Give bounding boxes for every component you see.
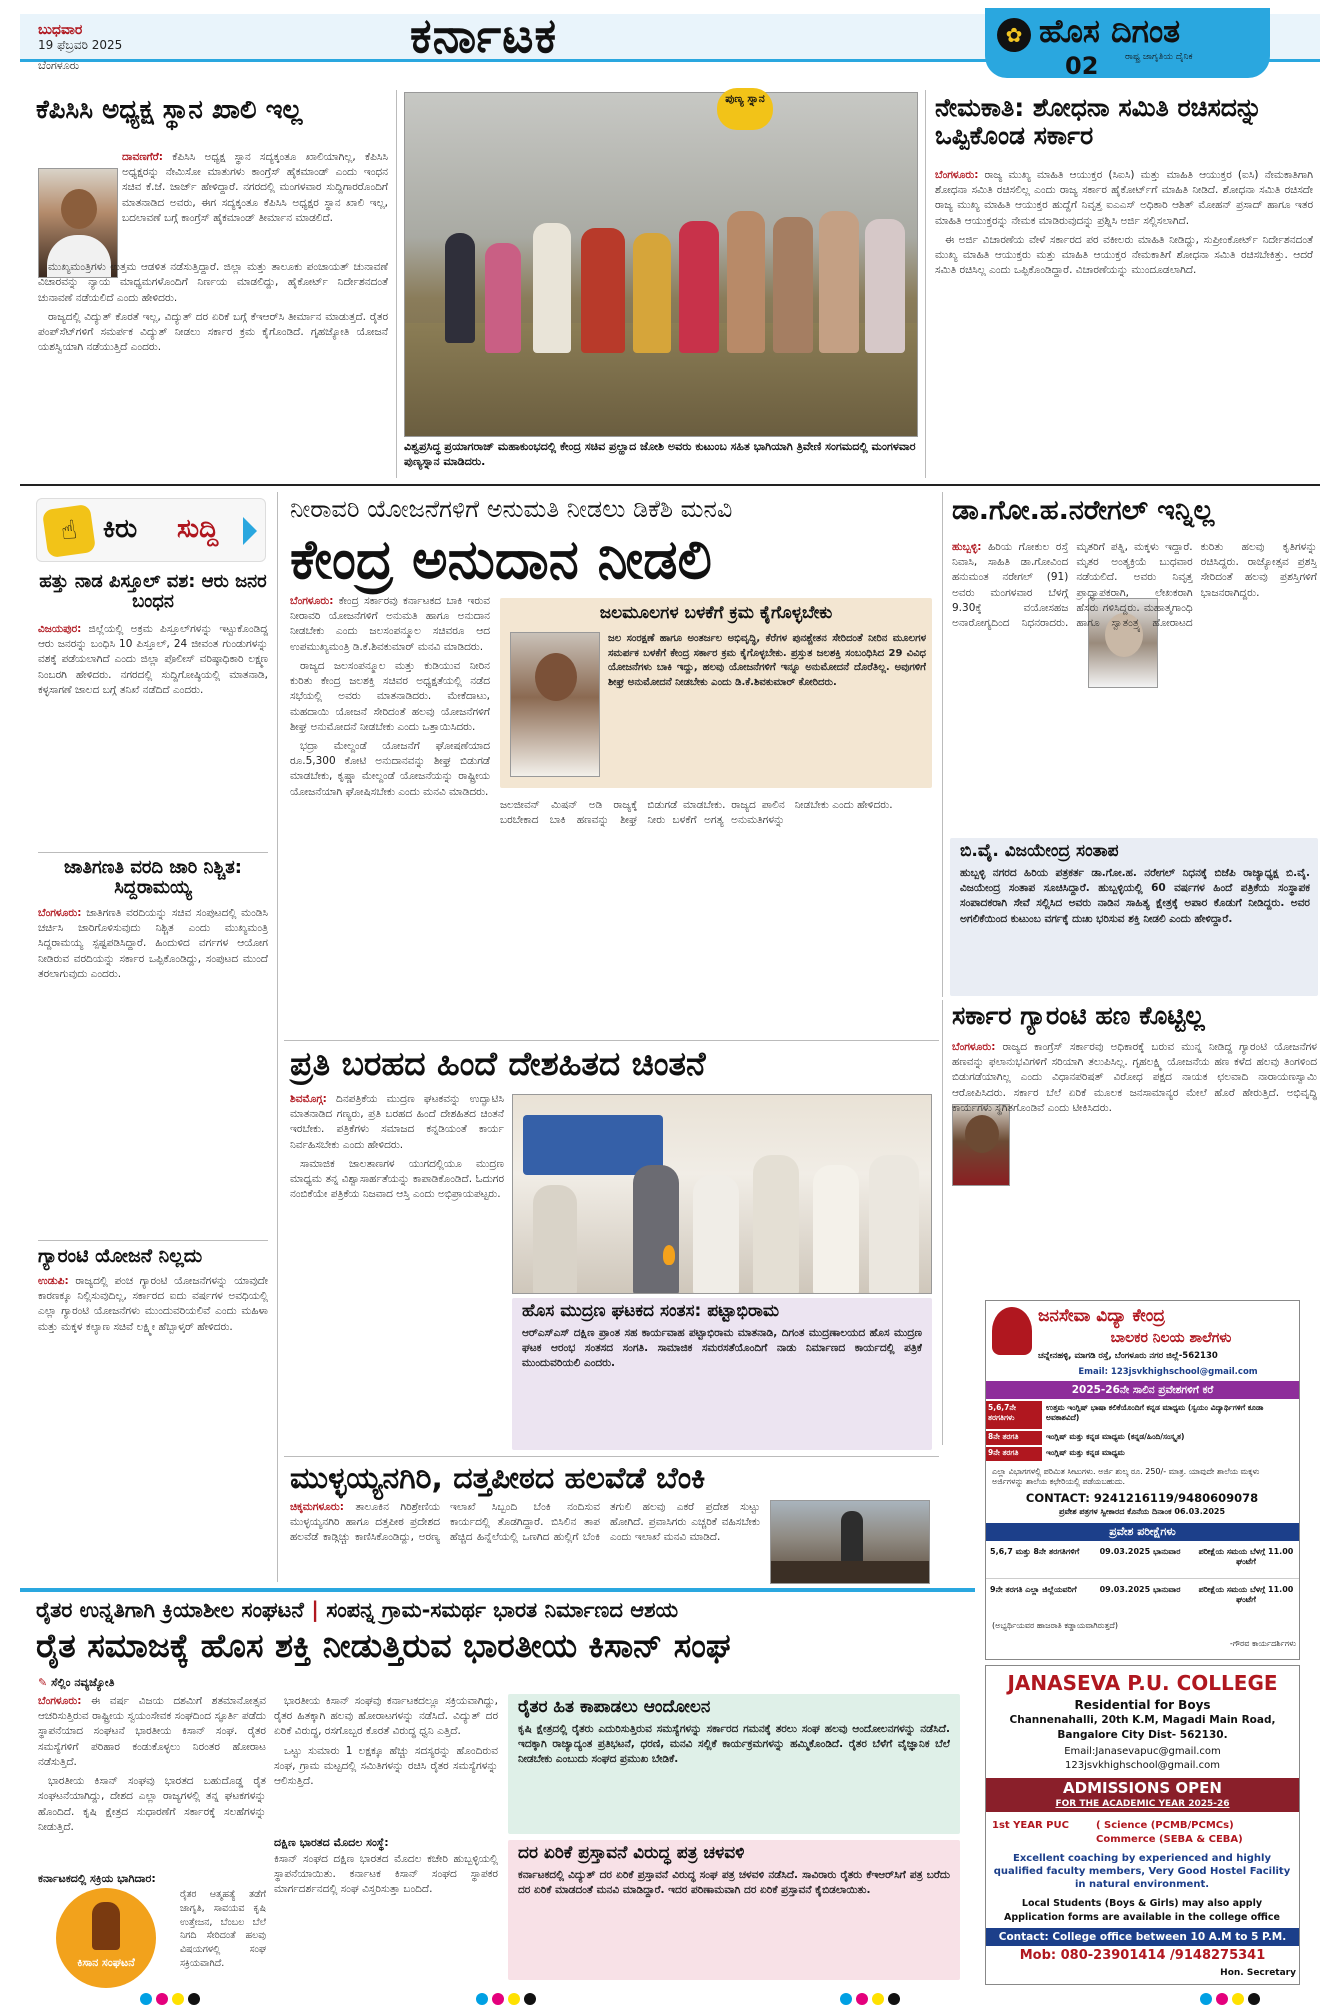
fire-headline: ಮುಳ್ಳಯ್ಯನಗಿರಿ, ದತ್ತಪೀಠದ ಹಲವೆಡೆ ಬೆಂಕಿ — [290, 1461, 706, 1496]
kpcc-dateline: ದಾವಣಗೆರೆ: — [122, 151, 163, 163]
kisan-box-2-headline: ದರ ಏರಿಕೆ ಪ್ರಸ್ತಾವನೆ ವಿರುದ್ಧ ಪತ್ರ ಚಳವಳಿ — [518, 1843, 745, 1863]
school-ad-deadline: ಪ್ರವೇಶ ಪತ್ರಗಳ ಸ್ವೀಕಾರದ ಕೊನೆಯ ದಿನಾಂಕ 06.03.2025 — [1058, 1507, 1226, 1516]
registration-mark — [840, 1993, 852, 2005]
guarantee-dateline: ಬೆಂಗಳೂರು: — [952, 1041, 996, 1053]
kisan-body-col2b: ಕಿಸಾನ್ ಸಂಘದ ದಕ್ಷಿಣ ಭಾರತದ ಮೊದಲ ಕಚೇರಿ ಹುಬ್ಬಳ್ಳಿಯಲ್ಲಿ ಸ್ಥಾಪನೆಯಾಯಿತು. ಕರ್ನಾಟಕ ಕಿಸಾನ್ ಸಂಘದ ಸ್ಥಾಪಕರ ಮಾರ್ಗದರ್ಶನದಲ್ಲಿ ಸಂಘ ವಿಸ್ತರಿಸುತ್ತಾ ಬಂದಿದೆ. — [274, 1853, 498, 1896]
kisan-box-1-body: ಕೃಷಿ ಕ್ಷೇತ್ರದಲ್ಲಿ ರೈತರು ಎದುರಿಸುತ್ತಿರುವ ಸಮಸ್ಯೆಗಳನ್ನು ಸರ್ಕಾರದ ಗಮನಕ್ಕೆ ತರಲು ಸಂಘ ಹಲವು ಆಂದೋಲನಗಳನ್ನು ನಡೆಸಿದೆ. ಇದಕ್ಕಾಗಿ ರಾಜ್ಯಾದ್ಯಂತ ಪ್ರತಿಭಟನೆ, ಧರಣಿ, ಮನವಿ ಸಲ್ಲಿಕೆ ಕಾರ್ಯಕ್ರಮಗಳನ್ನು ಹಮ್ಮಿಕೊಂಡಿದೆ. ರೈತರ ಬೆಳೆಗೆ ವೈಜ್ಞಾನಿಕ ಬೆಲೆ ನೀಡಬೇಕು ಎಂಬುದು ಸಂಘದ ಪ್ರಮುಖ ಬೇಡಿಕೆ. — [518, 1723, 950, 1766]
college-ad-title: JANASEVA P.U. COLLEGE — [1007, 1671, 1278, 1695]
person-icon — [535, 653, 577, 701]
school-ad-subtitle: ಬಾಲಕರ ನಿಲಯ ಶಾಲೆಗಳು — [1110, 1330, 1232, 1346]
college-ad-sign: Hon. Secretary — [1220, 1968, 1296, 1978]
kisan-box-2-body: ಕರ್ನಾಟಕದಲ್ಲಿ ವಿದ್ಯುತ್ ದರ ಏರಿಕೆ ಪ್ರಸ್ತಾವನೆ ವಿರುದ್ಧ ಸಂಘ ಪತ್ರ ಚಳವಳಿ ನಡೆಸಿದೆ. ಸಾವಿರಾರು ರೈತರು ಕೆಇಆರ್‌ಸಿಗೆ ಪತ್ರ ಬರೆದು ದರ ಏರಿಕೆ ಮಾಡದಂತೆ ಮನವಿ ಮಾಡಿದ್ದಾರೆ. ಇದರ ಪರಿಣಾಮವಾಗಿ ದರ ಏರಿಕೆ ಪ್ರಸ್ತಾವನೆ ಕೈಬಿಡಲಾಯಿತು. — [518, 1869, 950, 1897]
school-ad-email: Email: 123jsvkhighschool@gmail.com — [1078, 1367, 1258, 1377]
naregal-body: ಹುಬ್ಬಳ್ಳಿ: ಹಿರಿಯ ಗೋಕುಲ ರಸ್ತೆ ನಿವಾಸಿ, ಸಾಹಿತಿ ಡಾ.ಗೋವಿಂದ ಹನುಮಂತ ನರೇಗಲ್ (91) ಅವರು ಮಂಗಳವಾರ ಬೆಳಗ್ಗೆ 9.30ಕ್ಕೆ ವಯೋಸಹಜ ಅನಾರೋಗ್ಯದಿಂದ ನಿಧನರಾದರು. ಮೃತರಿಗೆ ಪತ್ನಿ, ಮಕ್ಕಳು ಇದ್ದಾರೆ. ಮೃತರ ಅಂತ್ಯಕ್ರಿಯೆ ಬುಧವಾರ ನಡೆಯಲಿದೆ. ಅವರು ನಿವೃತ್ತ ಪ್ರಾಧ್ಯಾಪಕರಾಗಿ, ಲೇಖಕರಾಗಿ ಹೆಸರು ಗಳಿಸಿದ್ದರು. ಮಹಾತ್ಮಗಾಂಧಿ ಹಾಗೂ ಸ್ವಾತಂತ್ರ್ಯ ಹೋರಾಟದ ಕುರಿತು ಹಲವು ಕೃತಿಗಳನ್ನು ರಚಿಸಿದ್ದರು. ರಾಜ್ಯೋತ್ಸವ ಪ್ರಶಸ್ತಿ ಸೇರಿದಂತೆ ಹಲವು ಪ್ರಶಸ್ತಿಗಳಿಗೆ ಭಾಜನರಾಗಿದ್ದರು. — [952, 541, 1317, 630]
press-inset-headline: ಹೊಸ ಮುದ್ರಣ ಘಟಕದ ಸಂತಸ: ಪಟ್ಟಾಭಿರಾಮ — [522, 1301, 780, 1321]
kpcc-para-2: ಮುಖ್ಯಮಂತ್ರಿಗಳು ಉತ್ತಮ ಆಡಳಿತ ನಡೆಸುತ್ತಿದ್ದಾರೆ. ಜಿಲ್ಲಾ ಮತ್ತು ತಾಲೂಕು ಪಂಚಾಯತ್ ಚುನಾವಣೆ ವಿಚಾರವನ್ನು ನ್ಯಾಯ ಮಾಧ್ಯಮಗಳೊಂದಿಗೆ ನಿರ್ಣಯ ಮಾಡಲಿದ್ದು, ಹೈಕೋರ್ಟ್ ನಿರ್ದೇಶನದಂತೆ ಚುನಾವಣೆ ನಡೆಯಲಿದೆ ಎಂದು ಹೇಳಿದರು. — [38, 261, 388, 304]
vijayendra-body: ಹುಬ್ಬಳ್ಳಿ ನಗರದ ಹಿರಿಯ ಪತ್ರಕರ್ತ ಡಾ.ಗೋ.ಹ. ನರೇಗಲ್ ನಿಧನಕ್ಕೆ ಬಿಜೆಪಿ ರಾಜ್ಯಾಧ್ಯಕ್ಷ ಬಿ.ವೈ. ವಿಜಯೇಂದ್ರ ಸಂತಾಪ ಸೂಚಿಸಿದ್ದಾರೆ. ಹುಬ್ಬಳ್ಳಿಯಲ್ಲಿ 60 ವರ್ಷಗಳ ಹಿಂದೆ ಪತ್ರಿಕೆಯ ಸಂಸ್ಥಾಪಕ ಸಂಪಾದಕರಾಗಿ ಸೇವೆ ಸಲ್ಲಿಸಿದ ಅವರು ನಾಡಿನ ಸಾಹಿತ್ಯ ಕ್ಷೇತ್ರಕ್ಕೆ ಅಪಾರ ಕೊಡುಗೆ ನೀಡಿದ್ದರು. ಅವರ ಅಗಲಿಕೆಯಿಂದ ಕುಟುಂಬ ವರ್ಗಕ್ಕೆ ದುಃಖ ಭರಿಸುವ ಶಕ್ತಿ ನೀಡಲಿ ಎಂದು ಹೇಳಿದ್ದಾರೆ. — [960, 867, 1310, 925]
nemakati-para-2: ಈ ಅರ್ಜಿ ವಿಚಾರಣೆಯ ವೇಳೆ ಸರ್ಕಾರದ ಪರ ವಕೀಲರು ಮಾಹಿತಿ ನೀಡಿದ್ದು, ಸುಪ್ರೀಂಕೋರ್ಟ್ ನಿರ್ದೇಶನದಂತೆ ಮುಖ್ಯ ಮಾಹಿತಿ ಆಯುಕ್ತರು ಮತ್ತು ಮಾಹಿತಿ ಆಯುಕ್ತರ ನೇಮಕಾತಿಗೆ ಶೋಧನಾ ಸಮಿತಿ ರಚಿಸಬೇಕಿತ್ತು. ಆದರೆ ಸಮಿತಿ ರಚಿಸಿಲ್ಲ ಎಂದು ಒಪ್ಪಿಕೊಂಡಿದ್ದಾರೆ. ವಿಚಾರಣೆಯನ್ನು ಮುಂದೂಡಲಾಗಿದೆ. — [935, 233, 1313, 277]
paper-logo — [985, 8, 1270, 78]
kisan-kicker-a: ರೈತರ ಉನ್ನತಿಗಾಗಿ ಕ್ರಿಯಾಶೀಲ ಸಂಘಟನೆ — [36, 1598, 304, 1622]
kiru-suddi-label-a: ಕಿರು — [103, 514, 138, 544]
college-ad-course-1: ( Science (PCMB/PCMCs) — [1096, 1820, 1234, 1831]
registration-mark — [172, 1993, 184, 2005]
byline-pen-icon: ✎ — [38, 1676, 48, 1689]
kiru-item-2-headline: ಜಾತಿಗಣತಿ ವರದಿ ಜಾರಿ ನಿಶ್ಚಿತ: ಸಿದ್ದರಾಮಯ್ಯ — [64, 857, 242, 898]
school-ad-row-1: 5,6,7ನೇ ತರಗತಿಗಳು ಉತ್ತಮ ಇಂಗ್ಲಿಷ್ ಭಾಷಾ ಕಲಿಕೆಯೊಂದಿಗೆ ಕನ್ನಡ ಮಾಧ್ಯಮ (ಸ್ವಯಂ ವಿದ್ಯಾರ್ಥಿಗಳಿಗೆ ಕೂಡಾ ಅವಕಾಶವಿದೆ) — [986, 1401, 1299, 1429]
kpcc-headline: ಕೆಪಿಸಿಸಿ ಅಧ್ಯಕ್ಷ ಸ್ಥಾನ ಖಾಲಿ ಇಲ್ಲ — [36, 95, 303, 125]
masthead-day: ಬುಧವಾರ — [38, 22, 83, 38]
school-ad-contact: CONTACT: 9241216119/9480609078 — [1025, 1491, 1259, 1505]
irrigation-dateline: ಬೆಂಗಳೂರು: — [290, 595, 334, 607]
holy-dip-badge: ಪುಣ್ಯ ಸ್ನಾನ — [717, 88, 773, 130]
school-ad-note: ಎಲ್ಲಾ ವಿಭಾಗಗಳಲ್ಲಿ ಪರಿಮಿತ ಸೀಟುಗಳು. ಅರ್ಜಿ ಶುಲ್ಕ ರೂ. 250/- ಮಾತ್ರ. ಯಾವುದೇ ಶಾಲೆಯ ಮಕ್ಕಳು ಅರ್ಜಿಗಳನ್ನು ಶಾಲೆಯ ಕಛೇರಿಯಲ್ಲಿ ಪಡೆಯಬಹುದು. — [992, 1467, 1260, 1487]
kpcc-body — [38, 150, 388, 480]
kisan-logo-text: ಕಿಸಾನ ಸಂಘಟನೆ — [77, 1956, 135, 1969]
school-ad-sign: -ಗೌರವ ಕಾರ್ಯದರ್ಶಿಗಳು — [1229, 1639, 1296, 1648]
kpcc-para-3: ರಾಜ್ಯದಲ್ಲಿ ವಿದ್ಯುತ್ ಕೊರತೆ ಇಲ್ಲ, ವಿದ್ಯುತ್ ದರ ಏರಿಕೆ ಬಗ್ಗೆ ಕೆಇಆರ್‌ಸಿ ತೀರ್ಮಾನ ಮಾಡುತ್ತದೆ. ರೈತರ ಪಂಪ್‌ಸೆಟ್‌ಗಳಿಗೆ ಸಮರ್ಪಕ ವಿದ್ಯುತ್ ನೀಡಲು ಸರ್ಕಾರ ಕ್ರಮ ಕೈಗೊಂಡಿದೆ. ಗೃಹಜ್ಯೋತಿ ಯೋಜನೆ ಯಶಸ್ವಿಯಾಗಿ ನಡೆಯುತ್ತಿದೆ ಎಂದರು. — [38, 310, 388, 354]
kisan-box-1-headline: ರೈತರ ಹಿತ ಕಾಪಾಡಲು ಆಂದೋಲನ — [518, 1697, 711, 1717]
naregal-headline: ಡಾ.ಗೋ.ಹ.ನರೇಗಲ್ ಇನ್ನಿಲ್ಲ — [952, 495, 1215, 526]
kisan-dateline: ಬೆಂಗಳೂರು: — [38, 1695, 82, 1707]
kiru-item-1-body: ವಿಜಯಪುರ: ಜಿಲ್ಲೆಯಲ್ಲಿ ಅಕ್ರಮ ಪಿಸ್ತೂಲ್‌ಗಳನ್ನು ಇಟ್ಟುಕೊಂಡಿದ್ದ ಆರು ಜನರನ್ನು ಬಂಧಿಸಿ 10 ಪಿಸ್ತೂಲ್, 24 ಜೀವಂತ ಗುಂಡುಗಳನ್ನು ವಶಕ್ಕೆ ಪಡೆಯಲಾಗಿದೆ ಎಂದು ಜಿಲ್ಲಾ ಪೊಲೀಸ್ ವರಿಷ್ಠಾಧಿಕಾರಿ ಲಕ್ಷ್ಮಣ ನಿಂಬರಗಿ ಹೇಳಿದರು. ನಗರದಲ್ಲಿ ಸುದ್ದಿಗೋಷ್ಠಿಯಲ್ಲಿ ಮಾತನಾಡಿ, ಕಳ್ಳಸಾಗಣೆ ಜಾಲದ ಬಗ್ಗೆ ತನಿಖೆ ನಡೆದಿದೆ ಎಂದರು. — [38, 623, 268, 696]
kiru-item-2-body: ಬೆಂಗಳೂರು: ಜಾತಿಗಣತಿ ವರದಿಯನ್ನು ಸಚಿವ ಸಂಪುಟದಲ್ಲಿ ಮಂಡಿಸಿ ಚರ್ಚಿಸಿ ಜಾರಿಗೊಳಿಸುವುದು ನಿಶ್ಚಿತ ಎಂದು ಮುಖ್ಯಮಂತ್ರಿ ಸಿದ್ದರಾಮಯ್ಯ ಸ್ಪಷ್ಟಪಡಿಸಿದ್ದಾರೆ. ಹಿಂದುಳಿದ ವರ್ಗಗಳ ಆಯೋಗ ನೀಡಿರುವ ವರದಿಯನ್ನು ಸರ್ಕಾರ ಒಪ್ಪಿಕೊಂಡಿದ್ದು, ಸಂಪುಟದ ಮುಂದೆ ತರಲಾಗುವುದು ಎಂದರು. — [38, 907, 268, 980]
paper-tagline: ರಾಷ್ಟ್ರ ಜಾಗೃತಿಯ ದೈನಿಕ — [1125, 52, 1193, 62]
registration-mark — [1248, 1993, 1260, 2005]
irrigation-kicker: ನೀರಾವರಿ ಯೋಜನೆಗಳಿಗೆ ಅನುಮತಿ ನೀಡಲು ಡಿಕೆಶಿ ಮನವಿ — [290, 495, 733, 523]
guarantee-body: ಬೆಂಗಳೂರು: ರಾಜ್ಯದ ಕಾಂಗ್ರೆಸ್ ಸರ್ಕಾರವು ಅಧಿಕಾರಕ್ಕೆ ಬರುವ ಮುನ್ನ ನೀಡಿದ್ದ ಗ್ಯಾರಂಟಿ ಯೋಜನೆಗಳ ಹಣವನ್ನು ಫಲಾನುಭವಿಗಳಿಗೆ ಸರಿಯಾಗಿ ತಲುಪಿಸಿಲ್ಲ. ಗೃಹಲಕ್ಷ್ಮಿ ಯೋಜನೆಯ ಹಣ ಕಳೆದ ಹಲವು ತಿಂಗಳಿಂದ ಬಿಡುಗಡೆಯಾಗಿಲ್ಲ ಎಂದು ವಿಧಾನಪರಿಷತ್ ವಿರೋಧ ಪಕ್ಷದ ನಾಯಕ ಛಲವಾದಿ ನಾರಾಯಣಸ್ವಾಮಿ ಆರೋಪಿಸಿದರು. ಸರ್ಕಾರ ಬೆಲೆ ಏರಿಕೆ ಮೂಲಕ ಜನಸಾಮಾನ್ಯರ ಮೇಲೆ ಹೊರೆ ಹೇರುತ್ತಿದೆ. ಅಭಿವೃದ್ಧಿ ಕಾರ್ಯಗಳು ಸ್ಥಗಿತಗೊಂಡಿವೆ ಎಂದು ಟೀಕಿಸಿದರು. — [952, 1041, 1317, 1114]
irrigation-inset-body: ಜಲ ಸಂರಕ್ಷಣೆ ಹಾಗೂ ಅಂತರ್ಜಲ ಅಭಿವೃದ್ಧಿ, ಕೆರೆಗಳ ಪುನಶ್ಚೇತನ ಸೇರಿದಂತೆ ನೀರಿನ ಮೂಲಗಳ ಸಮರ್ಪಕ ಬಳಕೆಗೆ ಕೇಂದ್ರ ಸರ್ಕಾರ ಕ್ರಮ ಕೈಗೊಳ್ಳಬೇಕು. ಪ್ರಸ್ತುತ ಜಲಶಕ್ತಿ ಸಂಬಂಧಿಸಿದ 29 ವಿವಿಧ ಯೋಜನೆಗಳು ಬಾಕಿ ಇದ್ದು, ಹಲವು ಯೋಜನೆಗಳಿಗೆ ಇನ್ನೂ ಅನುಮೋದನೆ ದೊರೆತಿಲ್ಲ. ಅವುಗಳಿಗೆ ಶೀಘ್ರ ಅನುಮೋದನೆ ನೀಡಬೇಕು ಎಂದು ಡಿ.ಕೆ.ಶಿವಕುಮಾರ್ ಕೋರಿದರು. — [608, 633, 926, 688]
nemakati-dateline: ಬೆಂಗಳೂರು: — [935, 169, 979, 181]
college-ad-email-1: Email:Janasevapuc@gmail.com — [1064, 1746, 1221, 1757]
kisan-kicker: ರೈತರ ಉನ್ನತಿಗಾಗಿ ಕ್ರಿಯಾಶೀಲ ಸಂಘಟನೆ | ಸಂಪನ್ನ ಗ್ರಾಮ-ಸಮರ್ಥ ಭಾರತ ನಿರ್ಮಾಣದ ಆಶಯ — [36, 1598, 679, 1622]
kisan-kicker-b: ಸಂಪನ್ನ ಗ್ರಾಮ-ಸಮರ್ಥ ಭಾರತ ನಿರ್ಮಾಣದ ಆಶಯ — [326, 1598, 679, 1622]
fire-body: ಚಿಕ್ಕಮಗಳೂರು: ತಾಲೂಕಿನ ಗಿರಿಶ್ರೇಣಿಯ ಮುಳ್ಳಯ್ಯನಗಿರಿ ಹಾಗೂ ದತ್ತಪೀಠ ಪ್ರದೇಶದ ಹಲವೆಡೆ ಕಾಡ್ಗಿಚ್ಚು ಕಾಣಿಸಿಕೊಂಡಿದ್ದು, ಅರಣ್ಯ ಇಲಾಖೆ ಸಿಬ್ಬಂದಿ ಬೆಂಕಿ ನಂದಿಸುವ ಕಾರ್ಯದಲ್ಲಿ ತೊಡಗಿದ್ದಾರೆ. ಬಿಸಿಲಿನ ತಾಪ ಹೆಚ್ಚಿದ ಹಿನ್ನೆಲೆಯಲ್ಲಿ ಒಣಗಿದ ಹುಲ್ಲಿಗೆ ಬೆಂಕಿ ತಗುಲಿ ಹಲವು ಎಕರೆ ಪ್ರದೇಶ ಸುಟ್ಟು ಹೋಗಿದೆ. ಪ್ರವಾಸಿಗರು ಎಚ್ಚರಿಕೆ ವಹಿಸಬೇಕು ಎಂದು ಇಲಾಖೆ ಮನವಿ ಮಾಡಿದೆ. — [290, 1501, 760, 1544]
kiru-suddi-label-b: ಸುದ್ದಿ — [177, 514, 219, 544]
registration-mark — [1232, 1993, 1244, 2005]
registration-mark — [188, 1993, 200, 2005]
press-inauguration-photo — [512, 1094, 932, 1294]
kisan-body-col2: ಭಾರತೀಯ ಕಿಸಾನ್ ಸಂಘವು ಕರ್ನಾಟಕದಲ್ಲೂ ಸಕ್ರಿಯವಾಗಿದ್ದು, ರೈತರ ಹಿತಕ್ಕಾಗಿ ಹಲವು ಹೋರಾಟಗಳನ್ನು ನಡೆಸಿದೆ. ವಿದ್ಯುತ್ ದರ ಏರಿಕೆ ವಿರುದ್ಧ, ರಸಗೊಬ್ಬರ ಕೊರತೆ ವಿರುದ್ಧ ಧ್ವನಿ ಎತ್ತಿದೆ. ಒಟ್ಟು ಸುಮಾರು 1 ಲಕ್ಷಕ್ಕೂ ಹೆಚ್ಚು ಸದಸ್ಯರನ್ನು ಹೊಂದಿರುವ ಸಂಘ, ಗ್ರಾಮ ಮಟ್ಟದಲ್ಲಿ ಸಮಿತಿಗಳನ್ನು ರಚಿಸಿ ರೈತರ ಸಮಸ್ಯೆಗಳನ್ನು ಆಲಿಸುತ್ತಿದೆ. — [274, 1695, 498, 1788]
school-ad — [985, 1300, 1300, 1660]
paper-name: ಹೊಸ ದಿಗಂತ — [1039, 12, 1181, 50]
masthead-date: 19 ಫೆಬ್ರವರಿ 2025 — [38, 38, 123, 52]
naregal-dateline: ಹುಬ್ಬಳ್ಳಿ: — [952, 541, 982, 553]
college-ad-avail: Application forms are available in the college office — [1004, 1912, 1280, 1923]
masthead-city: ಬೆಂಗಳೂರು — [38, 59, 80, 72]
school-ad-address: ಚನ್ನೇನಹಳ್ಳಿ, ಮಾಗಡಿ ರಸ್ತೆ, ಬೆಂಗಳೂರು ನಗರ ಜಿಲ್ಲೆ-562130 — [1038, 1351, 1218, 1361]
registration-mark — [524, 1993, 536, 2005]
section-title: ಕರ್ನಾಟಕ — [410, 8, 558, 64]
school-ad-banner: 2025-26ನೇ ಸಾಲಿನ ಪ್ರವೇಶಗಳಿಗೆ ಕರೆ — [986, 1381, 1299, 1399]
press-body-left: ಶಿವಮೊಗ್ಗ: ದಿನಪತ್ರಿಕೆಯ ಮುದ್ರಣ ಘಟಕವನ್ನು ಉದ್ಘಾಟಿಸಿ ಮಾತನಾಡಿದ ಗಣ್ಯರು, ಪ್ರತಿ ಬರಹದ ಹಿಂದೆ ದೇಶಹಿತದ ಚಿಂತನೆ ಇರಬೇಕು. ಪತ್ರಿಕೆಗಳು ಸಮಾಜದ ಕನ್ನಡಿಯಂತೆ ಕಾರ್ಯ ನಿರ್ವಹಿಸಬೇಕು ಎಂದು ಹೇಳಿದರು. ಸಾಮಾಜಿಕ ಜಾಲತಾಣಗಳ ಯುಗದಲ್ಲಿಯೂ ಮುದ್ರಣ ಮಾಧ್ಯಮ ತನ್ನ ವಿಶ್ವಾಸಾರ್ಹತೆಯನ್ನು ಕಾಪಾಡಿಕೊಂಡಿದೆ. ಓದುಗರ ನಂಬಿಕೆಯೇ ಪತ್ರಿಕೆಯ ನಿಜವಾದ ಆಸ್ತಿ ಎಂದು ಅಭಿಪ್ರಾಯಪಟ್ಟರು. — [290, 1093, 504, 1201]
school-emblem — [992, 1307, 1032, 1355]
school-ad-row-3: 9ನೇ ತರಗತಿ ಇಂಗ್ಲಿಷ್ ಮತ್ತು ಕನ್ನಡ ಮಾಧ್ಯಮ — [986, 1447, 1299, 1461]
registration-mark — [476, 1993, 488, 2005]
kisan-logo — [38, 1888, 174, 1988]
irrigation-body-right: ಜಲಜೀವನ್ ಮಿಷನ್ ಅಡಿ ರಾಜ್ಯಕ್ಕೆ ಬರಬೇಕಾದ ಬಾಕಿ ಹಣವನ್ನು ಶೀಘ್ರ ಬಿಡುಗಡೆ ಮಾಡಬೇಕು. ರಾಜ್ಯದ ಪಾಲಿನ ನೀರು ಬಳಕೆಗೆ ಅಗತ್ಯ ಅನುಮತಿಗಳನ್ನು ನೀಡಬೇಕು ಎಂದು ಹೇಳಿದರು. — [500, 799, 893, 827]
registration-mark — [156, 1993, 168, 2005]
pointing-hand-icon: ☝ — [42, 504, 96, 558]
page-number: 02 — [1065, 52, 1099, 80]
press-headline: ಪ್ರತಿ ಬರಹದ ಹಿಂದೆ ದೇಶಹಿತದ ಚಿಂತನೆ — [290, 1044, 706, 1083]
kiru-suddi-banner — [36, 498, 266, 562]
registration-mark — [140, 1993, 152, 2005]
registration-mark — [872, 1993, 884, 2005]
college-ad-feature: Excellent coaching by experienced and highly qualified faculty members, Very Good Hostel Facility in natural environment. — [993, 1853, 1291, 1890]
registration-mark — [1216, 1993, 1228, 2005]
kisan-body-col1b: ರೈತರ ಆತ್ಮಹತ್ಯೆ ತಡೆಗೆ ಜಾಗೃತಿ, ಸಾವಯವ ಕೃಷಿ ಉತ್ತೇಜನ, ಬೆಂಬಲ ಬೆಲೆ ನಿಗದಿ ಸೇರಿದಂತೆ ಹಲವು ವಿಷಯಗಳಲ್ಲಿ ಸಂಘ ಸಕ್ರಿಯವಾಗಿದೆ. — [180, 1889, 266, 1969]
masthead-date-block — [38, 22, 238, 73]
kisan-subhead: ಕರ್ನಾಟಕದಲ್ಲಿ ಸಕ್ರಿಯ ಭಾಗಿದಾರ: — [38, 1872, 156, 1885]
college-ad-course-label: 1st YEAR PUC — [992, 1820, 1069, 1831]
school-ad-title: ಜನಸೇವಾ ವಿದ್ಯಾ ಕೇಂದ್ರ — [1038, 1306, 1166, 1326]
college-ad-address-1: Channenahalli, 20th K.M, Magadi Main Road, — [1009, 1714, 1276, 1726]
college-ad-address-2: Bangalore City Dist- 562130. — [1057, 1729, 1228, 1741]
college-ad-local: Local Students (Boys & Girls) may also apply — [1021, 1898, 1263, 1909]
lamp-icon — [663, 1245, 675, 1265]
college-ad-course-2: Commerce (SEBA & CEBA) — [1096, 1834, 1243, 1845]
paper-logo-emblem: ✿ — [997, 18, 1031, 52]
irrigation-body-left: ಬೆಂಗಳೂರು: ಕೇಂದ್ರ ಸರ್ಕಾರವು ಕರ್ನಾಟಕದ ಬಾಕಿ ಇರುವ ನೀರಾವರಿ ಯೋಜನೆಗಳಿಗೆ ಅನುಮತಿ ಹಾಗೂ ಅನುದಾನ ನೀಡಬೇಕು ಎಂದು ಜಲಸಂಪನ್ಮೂಲ ಸಚಿವರೂ ಆದ ಉಪಮುಖ್ಯಮಂತ್ರಿ ಡಿ.ಕೆ.ಶಿವಕುಮಾರ್ ಮನವಿ ಮಾಡಿದರು. ರಾಜ್ಯದ ಜಲಸಂಪನ್ಮೂಲ ಮತ್ತು ಕುಡಿಯುವ ನೀರಿನ ಕುರಿತು ಕೇಂದ್ರ ಜಲಶಕ್ತಿ ಸಚಿವರ ಅಧ್ಯಕ್ಷತೆಯಲ್ಲಿ ನಡೆದ ಸಭೆಯಲ್ಲಿ ಅವರು ಮಾತನಾಡಿದರು. ಮೇಕೆದಾಟು, ಮಹದಾಯಿ ಯೋಜನೆ ಸೇರಿದಂತೆ ಹಲವು ಯೋಜನೆಗಳಿಗೆ ಶೀಘ್ರ ಅನುಮೋದನೆ ನೀಡಬೇಕು ಎಂದು ಒತ್ತಾಯಿಸಿದರು. ಭದ್ರಾ ಮೇಲ್ದಂಡೆ ಯೋಜನೆಗೆ ಘೋಷಣೆಯಾದ ರೂ.5,300 ಕೋಟಿ ಅನುದಾನವನ್ನು ಶೀಘ್ರ ಬಿಡುಗಡೆ ಮಾಡಬೇಕು, ಕೃಷ್ಣಾ ಮೇಲ್ದಂಡೆ ಯೋಜನೆಯನ್ನು ರಾಷ್ಟ್ರೀಯ ಯೋಜನೆಯಾಗಿ ಘೋಷಿಸಬೇಕು ಎಂದು ಮನವಿ ಮಾಡಿದರು. — [290, 595, 490, 798]
school-ad-exam-1: 5,6,7 ಮತ್ತು 8ನೇ ತರಗತಿಗಳಿಗೆ 09.03.2025 ಭಾನುವಾರ ಪರೀಕ್ಷೆಯ ಸಮಯ ಬೆಳಗ್ಗೆ 11.00 ಘಂಟೆಗೆ — [986, 1543, 1299, 1579]
college-ad-subtitle: Residential for Boys — [1074, 1698, 1211, 1712]
kiru-item-3-headline: ಗ್ಯಾರಂಟಿ ಯೋಜನೆ ನಿಲ್ಲದು — [38, 1245, 203, 1267]
college-ad-email-2: 123jsvkhighschool@gmail.com — [1065, 1760, 1220, 1771]
registration-mark — [856, 1993, 868, 2005]
kisan-byline: ✎ ಸೆಲ್ಲಿಂ ನವ್ಯಜ್ಯೋತಿ — [38, 1676, 115, 1689]
registration-mark — [492, 1993, 504, 2005]
school-ad-exam-header: ಪ್ರವೇಶ ಪರೀಕ್ಷೆಗಳು — [986, 1523, 1299, 1541]
press-inset-body: ಆರ್‌ಎಸ್‌ಎಸ್ ದಕ್ಷಿಣ ಪ್ರಾಂತ ಸಹ ಕಾರ್ಯವಾಹ ಪಟ್ಟಾಭಿರಾಮ ಮಾತನಾಡಿ, ದಿಗಂತ ಮುದ್ರಣಾಲಯದ ಹೊಸ ಮುದ್ರಣ ಘಟಕ ಆರಂಭ ಸಂತಸದ ಸಂಗತಿ. ಸಾಮಾಜಿಕ ಸಮರಸತೆಯೊಂದಿಗೆ ನಾಡು ನಿರ್ಮಾಣದ ಕಾರ್ಯದಲ್ಲಿ ಪತ್ರಿಕೆ ಮುಂದುವರಿಯಲಿ ಎಂದರು. — [522, 1327, 922, 1370]
kisan-subhead-2: ದಕ್ಷಿಣ ಭಾರತದ ಮೊದಲ ಸಂಸ್ಥೆ: — [274, 1836, 389, 1849]
nemakati-body — [935, 168, 1313, 478]
fire-photo — [770, 1500, 930, 1584]
nemakati-para-1: ರಾಜ್ಯ ಮುಖ್ಯ ಮಾಹಿತಿ ಆಯುಕ್ತರ (ಸಿಐಸಿ) ಮತ್ತು ಮಾಹಿತಿ ಆಯುಕ್ತರ (ಐಸಿ) ನೇಮಕಾತಿಗಾಗಿ ಶೋಧನಾ ಸಮಿತಿ ರಚಿಸಲಿಲ್ಲ ಎಂದು ರಾಜ್ಯ ಸರ್ಕಾರ ಹೈಕೋರ್ಟ್‌ಗೆ ಮಾಹಿತಿ ನೀಡಿದೆ. ಶೋಧನಾ ಸಮಿತಿ ರಚಿಸದೇ ರಾಜ್ಯ ಮುಖ್ಯ ಮಾಹಿತಿ ಆಯುಕ್ತರ ಹುದ್ದೆಗೆ ನಿವೃತ್ತ ಐಎಎಸ್ ಅಧಿಕಾರಿ ಆಶಿತ್ ಮೋಹನ್ ಪ್ರಸಾದ್ ಹಾಗೂ ಇತರ ಮಾಹಿತಿ ಆಯುಕ್ತರನ್ನು ನೇಮಕ ಮಾಡಿರುವುದನ್ನು ಪ್ರಶ್ನಿಸಿ ಅರ್ಜಿ ಸಲ್ಲಿಸಲಾಗಿದೆ. — [935, 169, 1313, 227]
registration-mark — [888, 1993, 900, 2005]
press-dateline: ಶಿವಮೊಗ್ಗ: — [290, 1093, 327, 1105]
kisan-body-col1: ಬೆಂಗಳೂರು: ಈ ವರ್ಷ ವಿಜಯ ದಶಮಿಗೆ ಶತಮಾನೋತ್ಸವ ಆಚರಿಸುತ್ತಿರುವ ರಾಷ್ಟ್ರೀಯ ಸ್ವಯಂಸೇವಕ ಸಂಘದಿಂದ ಸ್ಫೂರ್ತಿ ಪಡೆದು ಸ್ಥಾಪನೆಯಾದ ಸಂಘಟನೆ ಭಾರತೀಯ ಕಿಸಾನ್ ಸಂಘ. ರೈತರ ಸಮಸ್ಯೆಗಳಿಗೆ ಪರಿಹಾರ ಕಂಡುಕೊಳ್ಳಲು ನಿರಂತರ ಹೋರಾಟ ನಡೆಸುತ್ತಿದೆ. ಭಾರತೀಯ ಕಿಸಾನ್ ಸಂಘವು ಭಾರತದ ಬಹುದೊಡ್ಡ ರೈತ ಸಂಘಟನೆಯಾಗಿದ್ದು, ದೇಶದ ಎಲ್ಲಾ ರಾಜ್ಯಗಳಲ್ಲಿ ತನ್ನ ಘಟಕಗಳನ್ನು ಹೊಂದಿದೆ. ಕೃಷಿ ಕ್ಷೇತ್ರದ ಸುಧಾರಣೆಗೆ ಸರ್ಕಾರಕ್ಕೆ ಸಲಹೆಗಳನ್ನು ನೀಡುತ್ತಿದೆ. — [38, 1695, 266, 1833]
dk-shivakumar-photo — [510, 632, 600, 777]
holy-dip-photo — [404, 92, 918, 437]
vijayendra-headline: ಬಿ.ವೈ. ವಿಜಯೇಂದ್ರ ಸಂತಾಪ — [960, 841, 1119, 861]
college-ad-banner: ADMISSIONS OPEN FOR THE ACADEMIC YEAR 2025-26 — [986, 1778, 1299, 1812]
school-ad-row-2: 8ನೇ ತರಗತಿ ಇಂಗ್ಲಿಷ್ ಮತ್ತು ಕನ್ನಡ ಮಾಧ್ಯಮ (ಕನ್ನಡ/ಹಿಂದಿ/ಸಂಸ್ಕೃತ) — [986, 1431, 1299, 1445]
fire-dateline: ಚಿಕ್ಕಮಗಳೂರು: — [290, 1501, 344, 1513]
kiru-item-3-body: ಉಡುಪಿ: ರಾಜ್ಯದಲ್ಲಿ ಪಂಚ ಗ್ಯಾರಂಟಿ ಯೋಜನೆಗಳನ್ನು ಯಾವುದೇ ಕಾರಣಕ್ಕೂ ನಿಲ್ಲಿಸುವುದಿಲ್ಲ, ಸರ್ಕಾರದ ಐದು ವರ್ಷಗಳ ಅವಧಿಯಲ್ಲಿ ಎಲ್ಲಾ ಗ್ಯಾರಂಟಿ ಯೋಜನೆಗಳು ಮುಂದುವರಿಯಲಿವೆ ಎಂದು ಮಹಿಳಾ ಮತ್ತು ಮಕ್ಕಳ ಕಲ್ಯಾಣ ಸಚಿವೆ ಲಕ್ಷ್ಮೀ ಹೆಬ್ಬಾಳ್ಕರ್ ಹೇಳಿದರು. — [38, 1275, 268, 1333]
college-ad — [985, 1665, 1300, 1985]
guarantee-headline: ಸರ್ಕಾರ ಗ್ಯಾರಂಟಿ ಹಣ ಕೊಟ್ಟಿಲ್ಲ — [952, 1001, 1205, 1030]
kpcc-para-1: ಕೆಪಿಸಿಸಿ ಅಧ್ಯಕ್ಷ ಸ್ಥಾನ ಸದ್ಯಕ್ಕಂತೂ ಖಾಲಿಯಾಗಿಲ್ಲ, ಕೆಪಿಸಿಸಿ ಅಧ್ಯಕ್ಷರನ್ನು ನೇಮಿಸೋ ಮಾತುಗಳು ಕಾಂಗ್ರೆಸ್ ಹೈಕಮಾಂಡ್ ಎಂದು ಇಂಧನ ಸಚಿವ ಕೆ.ಜೆ. ಜಾರ್ಜ್ ಹೇಳಿದ್ದಾರೆ. ನಗರದಲ್ಲಿ ಮಂಗಳವಾರ ಸುದ್ದಿಗಾರರೊಂದಿಗೆ ಮಾತನಾಡಿದ ಅವರು, ಈಗ ಸದ್ಯಕ್ಕಂತೂ ಕೆಪಿಸಿಸಿ ಅಧ್ಯಕ್ಷರ ಸ್ಥಾನ ಖಾಲಿ ಇಲ್ಲ, ಬದಲಾವಣೆ ಬಗ್ಗೆ ಕಾಂಗ್ರೆಸ್ ಹೈಕಮಾಂಡ್ ತೀರ್ಮಾನ ಮಾಡಲಿದೆ. — [122, 151, 388, 224]
kiru-item-1-headline: ಹತ್ತು ನಾಡ ಪಿಸ್ತೂಲ್ ವಶ: ಆರು ಜನರ ಬಂಧನ — [39, 571, 267, 612]
kisan-farmer-icon — [92, 1902, 120, 1950]
school-ad-exam-2: 9ನೇ ತರಗತಿ ಎಲ್ಲಾ ಜಿಲ್ಲೆಯವರಿಗೆ 09.03.2025 ಭಾನುವಾರ ಪರೀಕ್ಷೆಯ ಸಮಯ ಬೆಳಗ್ಗೆ 11.00 ಘಂಟೆಗೆ — [990, 1585, 1294, 1604]
college-ad-mobile: Mob: 080-23901414 /9148275341 — [1019, 1948, 1266, 1963]
registration-mark — [508, 1993, 520, 2005]
irrigation-headline: ಕೇಂದ್ರ ಅನುದಾನ ನೀಡಲಿ — [290, 528, 712, 591]
irrigation-inset-headline: ಜಲಮೂಲಗಳ ಬಳಕೆಗೆ ಕ್ರಮ ಕೈಗೊಳ್ಳಬೇಕು — [599, 603, 833, 623]
kisan-headline: ರೈತ ಸಮಾಜಕ್ಕೆ ಹೊಸ ಶಕ್ತಿ ನೀಡುತ್ತಿರುವ ಭಾರತೀಯ ಕಿಸಾನ್ ಸಂಘ — [36, 1626, 731, 1665]
nemakati-headline: ನೇಮಕಾತಿ: ಶೋಧನಾ ಸಮಿತಿ ರಚಿಸದನ್ನು ಒಪ್ಪಿಕೊಂಡ ಸರ್ಕಾರ — [935, 93, 1263, 150]
holy-dip-caption: ವಿಶ್ವಪ್ರಸಿದ್ಧ ಪ್ರಯಾಗರಾಜ್ ಮಹಾಕುಂಭದಲ್ಲಿ ಕೇಂದ್ರ ಸಚಿವ ಪ್ರಲ್ಹಾದ ಜೋಶಿ ಅವರು ಕುಟುಂಬ ಸಹಿತ ಭಾಗಿಯಾಗಿ ತ್ರಿವೇಣಿ ಸಂಗಮದಲ್ಲಿ ಮಂಗಳವಾರ ಪುಣ್ಯಸ್ನಾನ ಮಾಡಿದರು. — [404, 440, 916, 468]
registration-mark — [1200, 1993, 1212, 2005]
school-ad-footnote: (ಅಭ್ಯರ್ಥಿಯವರ ಹಾಜರಾತಿ ಕಡ್ಡಾಯವಾಗಿರುತ್ತದೆ) — [992, 1621, 1118, 1630]
college-ad-contact-bar: Contact: College office between 10 A.M to 5 P.M. — [986, 1928, 1299, 1946]
